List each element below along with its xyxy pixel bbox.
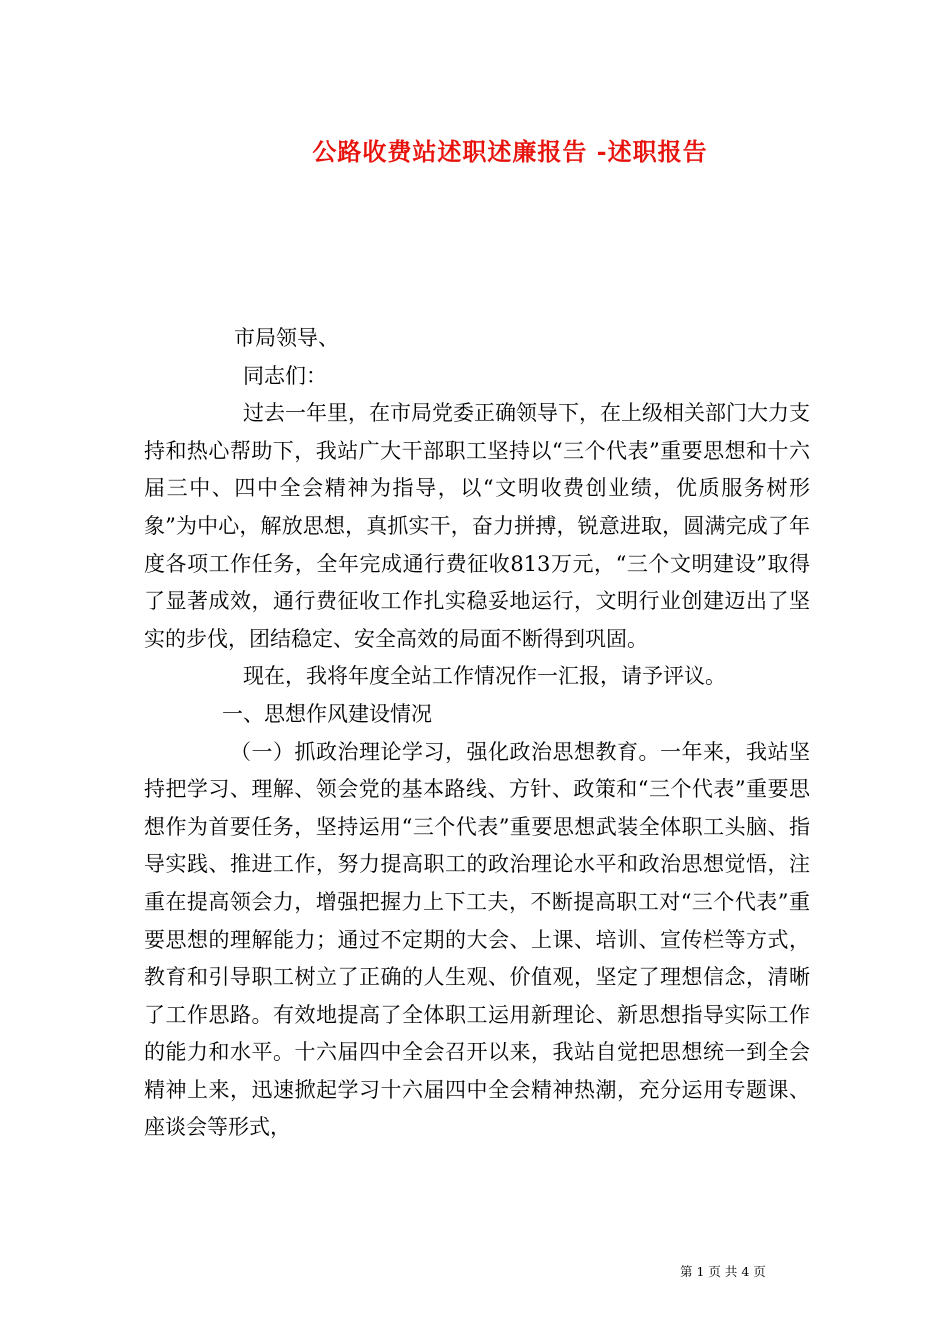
salutation-line-2: 同志们：	[243, 363, 327, 388]
page-number-footer: 第 1 页 共 4 页	[680, 1264, 766, 1279]
paragraph-intro: 过去一年里，在市局党委正确领导下，在上级相关部门大力支持和热心帮助下，我站广大干部职工坚持以“三个代表”重要思想和十六届三中、四中全会精神为指导，以“文明收费创业绩，优质服务树形象”为中心，解放思想，真抓实干，奋力拼搏，锐意进取，圆满完成了年度各项工作任务，全年完成通行费征收813万元，“三个文明建设”取得了显著成效，通行费征收工作扎实稳妥地运行，文明行业创建迈出了坚实的步伐，团结稳定、安全高效的局面不断得到巩固。	[144, 401, 810, 651]
document-title: 公路收费站述职述廉报告 -述职报告	[312, 137, 708, 166]
paragraph-section-1: （一）抓政治理论学习，强化政治思想教育。一年来，我站坚持把学习、理解、领会党的基本路线、方针、政策和“三个代表”重要思想作为首要任务，坚持运用“三个代表”重要思想武装全体职工头脑、指导实践、推进工作，努力提高职工的政治理论水平和政治思想觉悟，注重在提高领会力，增强把握力上下工夫，不断提高职工对“三个代表”重要思想的理解能力；通过不定期的大会、上课、培训、宣传栏等方式，教育和引导职工树立了正确的人生观、价值观，坚定了理想信念，清晰了工作思路。有效地提高了全体职工运用新理论、新思想指导实际工作的能力和水平。十六届四中全会召开以来，我站自觉把思想统一到全会精神上来，迅速掀起学习十六届四中全会精神热潮，充分运用专题课、座谈会等形式，	[144, 739, 810, 1140]
paragraph-report: 现在，我将年度全站工作情况作一汇报，请予评议。	[243, 664, 726, 689]
document-body	[144, 320, 810, 1147]
section-heading: 一、思想作风建设情况	[222, 701, 432, 726]
salutation-line-1: 市局领导、	[234, 326, 339, 350]
